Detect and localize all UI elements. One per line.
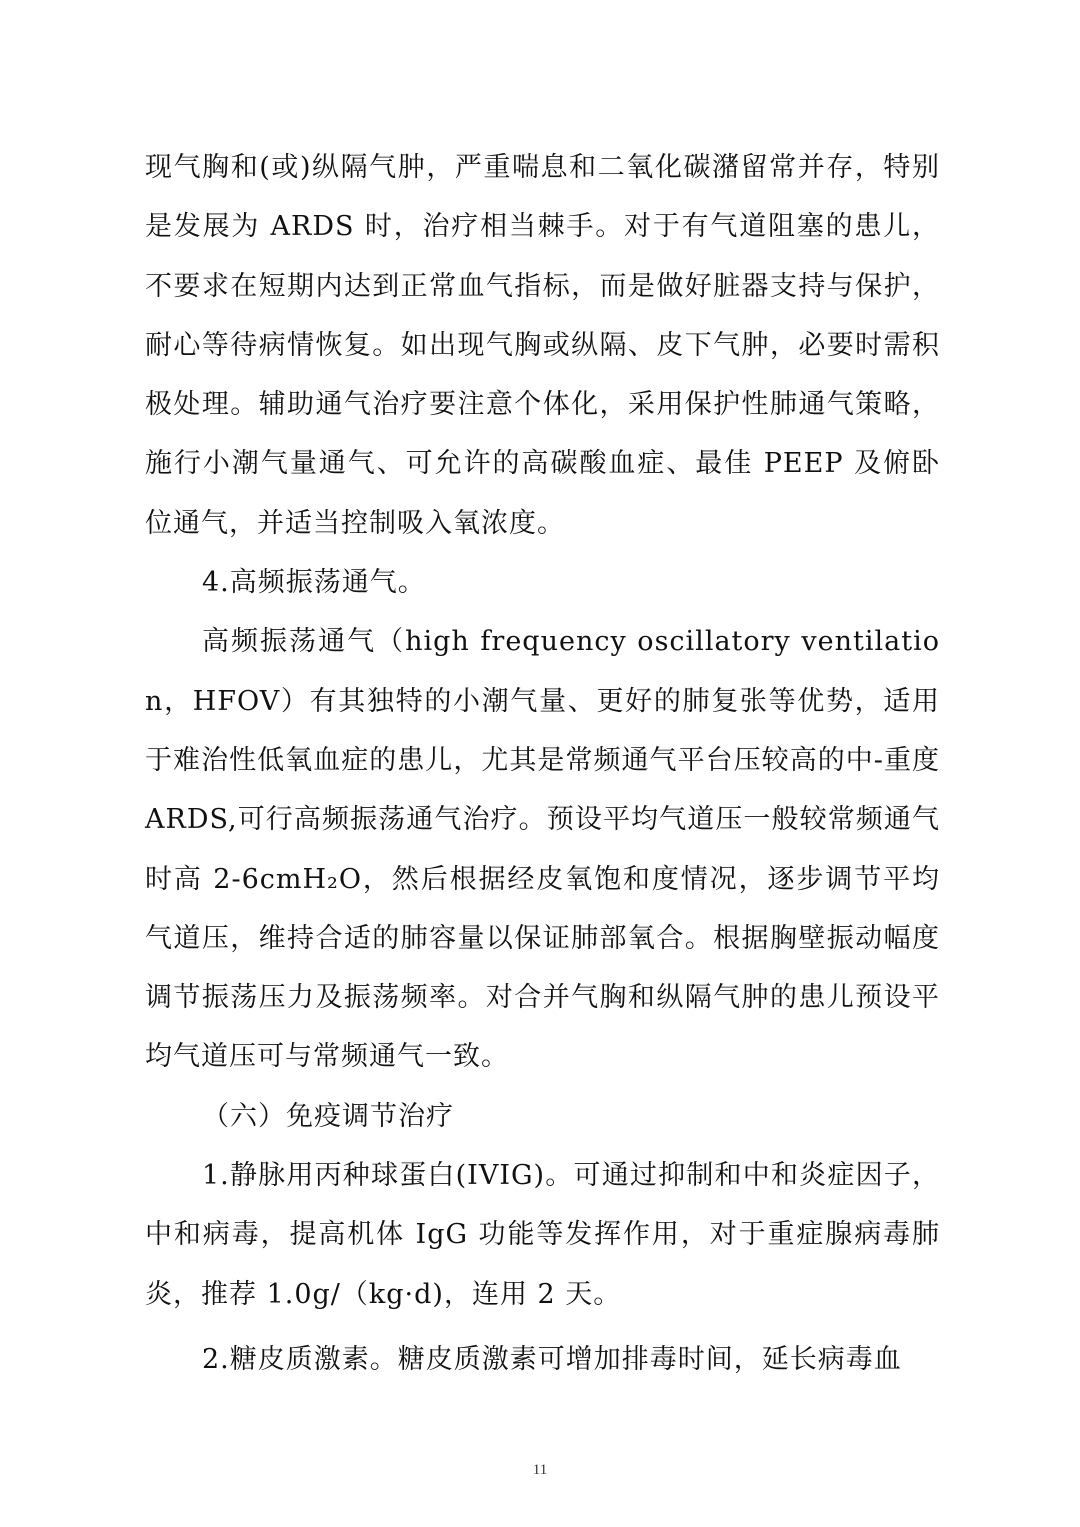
paragraph-ventilation-management: 现气胸和(或)纵隔气肿，严重喘息和二氧化碳潴留常并存，特别是发展为 ARDS 时，治疗相当棘手。对于有气道阻塞的患儿，不要求在短期内达到正常血气指标，而是做好脏器支持与保护，耐心等待病情恢复。如出现气胸或纵隔、皮下气肿，必要时需积极处理。辅助通气治疗要注意个体化，采用保护性肺通气策略，施行小潮气量通气、可允许的高碳酸血症、最佳 PEEP 及俯卧位通气，并适当控制吸入氧浓度。 <box>145 152 940 539</box>
page-number: 11 <box>532 1462 548 1478</box>
paragraph-glucocorticoid: 2.糖皮质激素。糖皮质激素可增加排毒时间，延长病毒血 <box>202 1343 902 1375</box>
paragraph-hfov: 高频振荡通气（high frequency oscillatory ventilation，HFOV）有其独特的小潮气量、更好的肺复张等优势，适用于难治性低氧血症的患儿，尤其是常频通气平台压较高的中-重度ARDS,可行高频振荡通气治疗。预设平均气道压一般较常频通气时高 2-6cmH₂O，然后根据经皮氧饱和度情况，逐步调节平均气道压，维持合适的肺容量以保证肺部氧合。根据胸壁振动幅度调节振荡压力及振荡频率。对合并气胸和纵隔气肿的患儿预设平均气道压可与常频通气一致。 <box>145 626 940 1073</box>
section-heading-immunomodulation: （六）免疫调节治疗 <box>202 1100 454 1132</box>
body-text <box>145 138 940 1389</box>
heading-hfov: 4.高频振荡通气。 <box>202 567 426 599</box>
paragraph-ivig: 1.静脉用丙种球蛋白(IVIG)。可通过抑制和中和炎症因子，中和病毒，提高机体 IgG 功能等发挥作用，对于重症腺病毒肺炎，推荐 1.0g/（kg·d)，连用 2 天。 <box>145 1160 940 1310</box>
